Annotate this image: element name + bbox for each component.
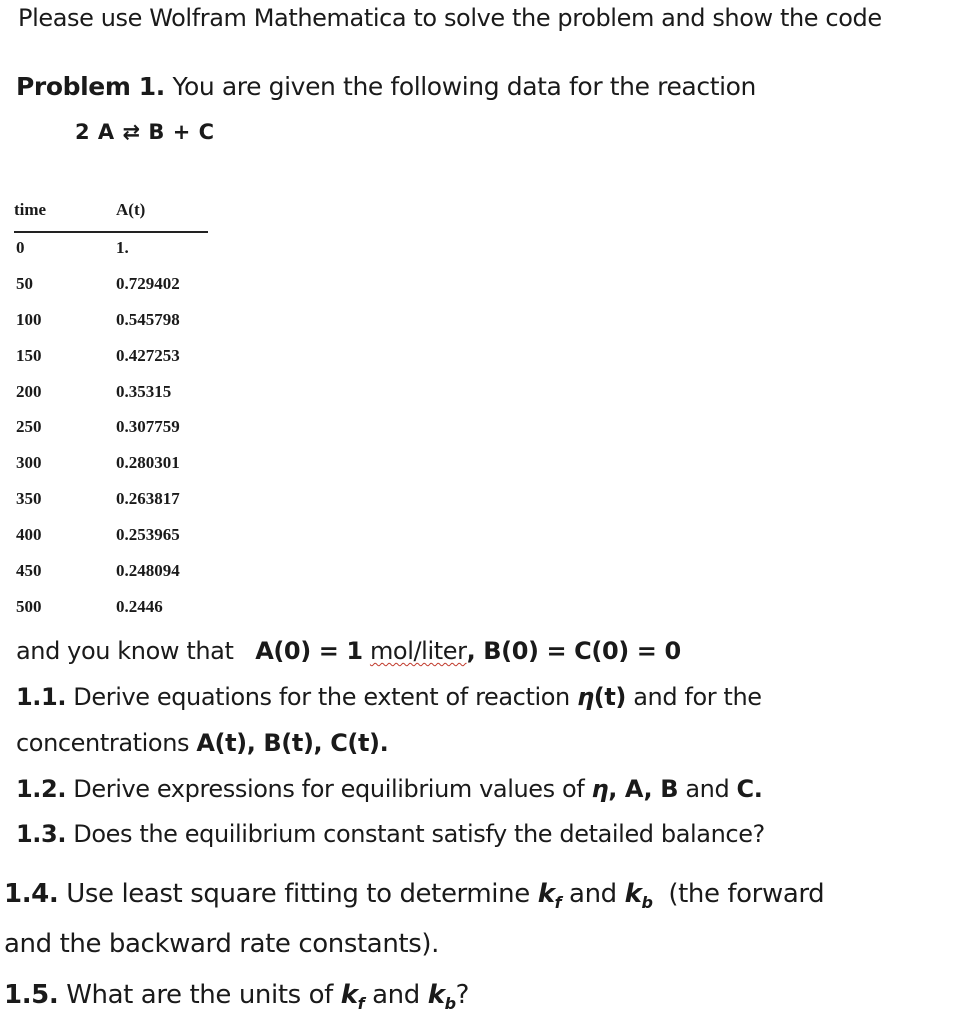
time-cell: 100 bbox=[16, 309, 42, 329]
q14-kf-sub: f bbox=[554, 893, 562, 913]
conditions-bc: , B(0) = C(0) = 0 bbox=[466, 637, 681, 665]
table-row bbox=[14, 597, 210, 633]
a-cell: 0.35315 bbox=[116, 381, 172, 401]
conditions-lead: and you know that bbox=[16, 637, 234, 665]
a-cell: 0.248094 bbox=[116, 561, 180, 581]
q11-number: 1.1. bbox=[16, 683, 67, 711]
question-1-4-line-2 bbox=[4, 929, 439, 959]
instruction-text: Please use Wolfram Mathematica to solve the problem and show the code bbox=[18, 4, 882, 32]
q13-number: 1.3. bbox=[16, 820, 67, 848]
q11-eta-t: (t) bbox=[593, 683, 626, 711]
question-1-1-line-1 bbox=[16, 683, 762, 711]
time-cell: 200 bbox=[16, 381, 42, 401]
time-cell: 300 bbox=[16, 453, 42, 473]
q12-text: Derive expressions for equilibrium values of bbox=[73, 775, 585, 803]
question-1-1-line-2 bbox=[16, 729, 388, 757]
time-cell: 350 bbox=[16, 489, 42, 509]
problem-heading bbox=[16, 72, 756, 101]
table-row bbox=[14, 453, 210, 489]
data-table bbox=[14, 200, 210, 616]
table-row bbox=[14, 274, 210, 310]
conditions-unit: mol/liter bbox=[369, 637, 467, 665]
q11-conc: A(t), B(t), C(t). bbox=[196, 729, 389, 757]
q14-line2: and the backward rate constants). bbox=[4, 929, 439, 959]
q11-line2: concentrations bbox=[16, 729, 190, 757]
a-cell: 0.263817 bbox=[116, 489, 180, 509]
table-row bbox=[14, 310, 210, 346]
header-a-of-t: A(t) bbox=[116, 200, 146, 219]
question-1-2 bbox=[16, 775, 762, 803]
q14-and: and bbox=[569, 879, 617, 909]
table-row bbox=[14, 417, 210, 453]
table-row bbox=[14, 238, 210, 274]
a-cell: 1. bbox=[116, 238, 129, 257]
problem-label: Problem 1. bbox=[16, 72, 165, 101]
table-row bbox=[14, 382, 210, 418]
time-cell: 50 bbox=[16, 273, 33, 293]
table-row bbox=[14, 489, 210, 525]
q15-text: What are the units of bbox=[66, 980, 333, 1010]
q12-vars: , A, B bbox=[608, 775, 679, 803]
q12-number: 1.2. bbox=[16, 775, 67, 803]
q15-kb: k bbox=[427, 980, 445, 1010]
header-time: time bbox=[14, 200, 47, 219]
conditions-a0: A(0) = 1 bbox=[255, 637, 363, 665]
q14-text2: (the forward bbox=[668, 879, 825, 909]
problem-intro: You are given the following data for the reaction bbox=[172, 72, 756, 101]
q14-kb: k bbox=[624, 879, 642, 909]
reaction-equation: 2 A ⇄ B + C bbox=[75, 120, 215, 144]
a-cell: 0.280301 bbox=[116, 453, 180, 473]
a-cell: 0.545798 bbox=[116, 309, 180, 329]
time-cell: 450 bbox=[16, 561, 42, 581]
a-cell: 0.2446 bbox=[116, 596, 163, 616]
table-row bbox=[14, 525, 210, 561]
q15-kf: k bbox=[340, 980, 358, 1010]
question-1-3 bbox=[16, 820, 765, 848]
q14-kb-sub: b bbox=[641, 893, 653, 913]
time-cell: 0 bbox=[16, 238, 25, 257]
q15-kb-sub: b bbox=[444, 994, 456, 1014]
table-body bbox=[14, 238, 210, 633]
q15-and: and bbox=[372, 980, 420, 1010]
q12-and: and bbox=[685, 775, 730, 803]
a-cell: 0.729402 bbox=[116, 273, 180, 293]
q15-kf-sub: f bbox=[357, 994, 365, 1014]
a-cell: 0.427253 bbox=[116, 345, 180, 365]
time-cell: 500 bbox=[16, 596, 42, 616]
q13-text: Does the equilibrium constant satisfy the detailed balance? bbox=[73, 820, 765, 848]
q14-number: 1.4. bbox=[4, 879, 59, 909]
table-header bbox=[14, 200, 210, 230]
time-cell: 250 bbox=[16, 417, 42, 437]
initial-conditions bbox=[16, 637, 681, 665]
table-row bbox=[14, 561, 210, 597]
q11-text1: Derive equations for the extent of reaction bbox=[73, 683, 570, 711]
question-1-4-line-1 bbox=[4, 879, 824, 912]
q11-eta: η bbox=[577, 683, 594, 711]
q15-number: 1.5. bbox=[4, 980, 59, 1010]
a-cell: 0.253965 bbox=[116, 525, 180, 545]
q11-text2: and for the bbox=[633, 683, 762, 711]
time-cell: 400 bbox=[16, 525, 42, 545]
table-row bbox=[14, 346, 210, 382]
time-cell: 150 bbox=[16, 345, 42, 365]
question-1-5 bbox=[4, 980, 469, 1013]
q15-end: ? bbox=[455, 980, 470, 1010]
q14-text1: Use least square fitting to determine bbox=[66, 879, 530, 909]
header-rule bbox=[14, 231, 208, 233]
q12-eta: η bbox=[591, 775, 609, 803]
a-cell: 0.307759 bbox=[116, 417, 180, 437]
q14-kf: k bbox=[537, 879, 555, 909]
q12-c: C. bbox=[736, 775, 763, 803]
